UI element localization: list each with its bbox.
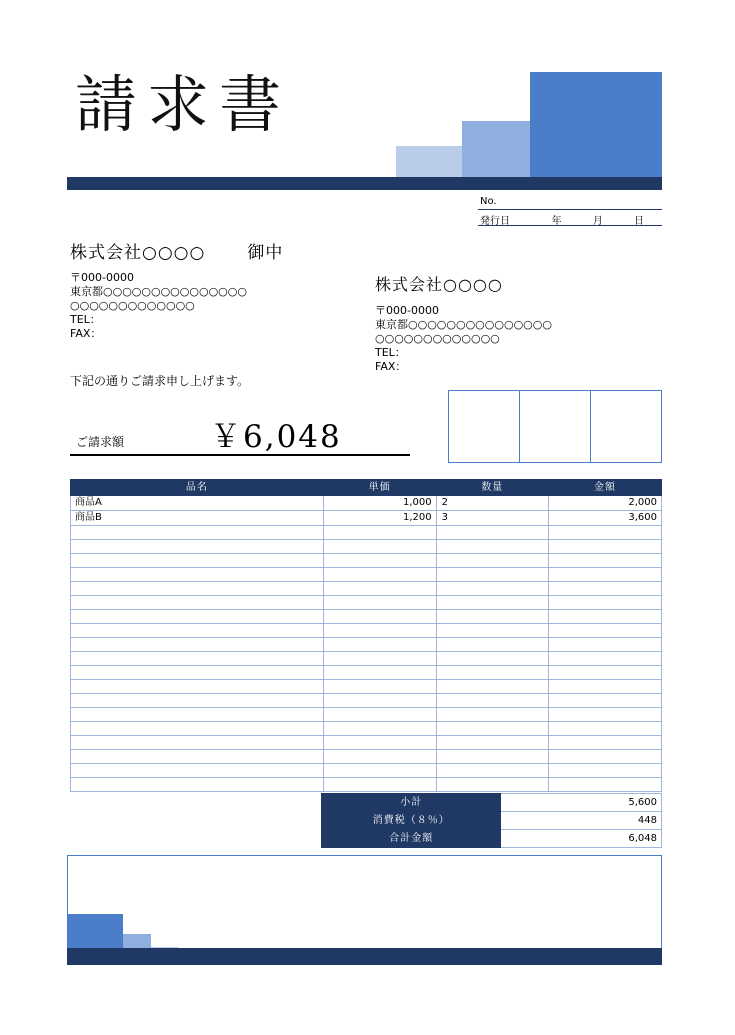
cell-item-name[interactable] <box>71 778 324 792</box>
cell-item-name[interactable] <box>71 652 324 666</box>
cell-unit-price[interactable] <box>323 750 436 764</box>
cell-amount[interactable] <box>549 596 662 610</box>
cell-quantity[interactable] <box>436 666 548 680</box>
cell-quantity[interactable] <box>436 778 548 792</box>
total-amount-label: ご請求額 <box>76 435 125 449</box>
issue-date-row[interactable] <box>478 210 662 226</box>
customer-honorific: 御中 <box>247 243 284 263</box>
issuer-address-2: ○○○○○○○○○○○○○ <box>375 332 500 345</box>
cell-unit-price[interactable] <box>323 610 436 624</box>
invoice-meta <box>478 194 662 226</box>
tax-label: 消費税（８％） <box>322 812 501 830</box>
cell-item-name[interactable] <box>71 582 324 596</box>
stamp-cell-2[interactable] <box>520 391 591 462</box>
cell-unit-price[interactable]: 1,200 <box>323 511 436 526</box>
cell-unit-price[interactable] <box>323 778 436 792</box>
cell-unit-price[interactable] <box>323 722 436 736</box>
summary-table <box>321 793 662 848</box>
column-header-quantity: 数量 <box>436 480 548 496</box>
document-header <box>67 68 662 177</box>
summary-row-subtotal <box>322 794 662 812</box>
customer-fax: FAX： <box>70 327 102 340</box>
cell-amount[interactable] <box>549 722 662 736</box>
cell-quantity[interactable] <box>436 526 548 540</box>
cell-amount[interactable] <box>549 750 662 764</box>
cell-amount[interactable] <box>549 540 662 554</box>
header-divider <box>67 177 662 190</box>
cell-unit-price[interactable] <box>323 624 436 638</box>
cell-quantity[interactable] <box>436 652 548 666</box>
cell-item-name[interactable]: 商品B <box>71 511 324 526</box>
cell-quantity[interactable]: 2 <box>436 496 548 511</box>
header-bar-large <box>530 72 662 177</box>
cell-quantity[interactable] <box>436 624 548 638</box>
cell-amount[interactable] <box>549 638 662 652</box>
table-row <box>71 610 662 624</box>
cell-amount[interactable] <box>549 526 662 540</box>
issuer-address-1: 東京都○○○○○○○○○○○○○○○ <box>375 318 552 331</box>
cell-amount[interactable]: 2,000 <box>549 496 662 511</box>
issuer-block <box>375 272 675 374</box>
issuer-tel: TEL： <box>375 346 406 359</box>
cell-unit-price[interactable] <box>323 638 436 652</box>
stamp-box[interactable] <box>448 390 662 463</box>
table-row <box>71 666 662 680</box>
column-header-name: 品名 <box>71 480 324 496</box>
table-row <box>71 511 662 526</box>
cell-amount[interactable] <box>549 582 662 596</box>
tax-value: 448 <box>501 812 662 830</box>
cell-quantity[interactable]: 3 <box>436 511 548 526</box>
line-items-table <box>70 479 662 792</box>
cell-unit-price[interactable] <box>323 582 436 596</box>
header-bar-graphic <box>396 72 662 177</box>
cell-quantity[interactable] <box>436 568 548 582</box>
cell-unit-price[interactable] <box>323 568 436 582</box>
cell-item-name[interactable] <box>71 624 324 638</box>
cell-item-name[interactable] <box>71 596 324 610</box>
cell-amount[interactable]: 3,600 <box>549 511 662 526</box>
cell-amount[interactable] <box>549 610 662 624</box>
table-row <box>71 652 662 666</box>
cell-item-name[interactable] <box>71 568 324 582</box>
cell-item-name[interactable] <box>71 750 324 764</box>
cell-quantity[interactable] <box>436 764 548 778</box>
cell-item-name[interactable] <box>71 540 324 554</box>
cell-quantity[interactable] <box>436 722 548 736</box>
table-row <box>71 596 662 610</box>
cell-amount[interactable] <box>549 680 662 694</box>
cell-item-name[interactable] <box>71 708 324 722</box>
cell-item-name[interactable] <box>71 736 324 750</box>
subtotal-label: 小計 <box>322 794 501 812</box>
cell-unit-price[interactable] <box>323 596 436 610</box>
cell-amount[interactable] <box>549 568 662 582</box>
customer-postal: 〒000-0000 <box>70 271 134 284</box>
cell-quantity[interactable] <box>436 596 548 610</box>
column-header-amount: 金額 <box>549 480 662 496</box>
cell-amount[interactable] <box>549 764 662 778</box>
cell-item-name[interactable] <box>71 722 324 736</box>
summary-row-grand-total <box>322 830 662 848</box>
cell-amount[interactable] <box>549 694 662 708</box>
total-amount-value: ￥6,048 <box>210 419 342 455</box>
customer-tel: TEL： <box>70 313 101 326</box>
table-row <box>71 496 662 511</box>
stamp-cell-3[interactable] <box>591 391 661 462</box>
cell-quantity[interactable] <box>436 554 548 568</box>
table-row <box>71 694 662 708</box>
table-row <box>71 722 662 736</box>
grand-total-value: 6,048 <box>501 830 662 848</box>
page-title: 請求書 <box>75 68 292 141</box>
cell-quantity[interactable] <box>436 610 548 624</box>
cell-item-name[interactable] <box>71 638 324 652</box>
cell-unit-price[interactable] <box>323 680 436 694</box>
cell-item-name[interactable] <box>71 680 324 694</box>
cell-amount[interactable] <box>549 652 662 666</box>
customer-address-2: ○○○○○○○○○○○○○ <box>70 299 195 312</box>
table-row <box>71 554 662 568</box>
invoice-number-label: No. <box>480 196 497 207</box>
cell-unit-price[interactable] <box>323 526 436 540</box>
footer-divider <box>67 948 662 965</box>
table-row <box>71 568 662 582</box>
issuer-fax: FAX： <box>375 360 407 373</box>
subtotal-value: 5,600 <box>501 794 662 812</box>
cell-quantity[interactable] <box>436 750 548 764</box>
cell-item-name[interactable] <box>71 666 324 680</box>
table-row <box>71 708 662 722</box>
cell-unit-price[interactable] <box>323 554 436 568</box>
cell-quantity[interactable] <box>436 582 548 596</box>
grand-total-label: 合計金額 <box>322 830 501 848</box>
issuer-name: 株式会社○○○○ <box>375 275 503 294</box>
column-header-unit-price: 単価 <box>323 480 436 496</box>
table-header-row <box>71 480 662 496</box>
cell-amount[interactable] <box>549 736 662 750</box>
table-row <box>71 582 662 596</box>
table-row <box>71 750 662 764</box>
cell-unit-price[interactable] <box>323 736 436 750</box>
cell-item-name[interactable] <box>71 764 324 778</box>
cell-amount[interactable] <box>549 624 662 638</box>
issuer-postal: 〒000-0000 <box>375 304 439 317</box>
cell-amount[interactable] <box>549 708 662 722</box>
customer-address-block <box>70 271 370 341</box>
invoice-number-row[interactable] <box>478 194 662 210</box>
cell-unit-price[interactable] <box>323 764 436 778</box>
table-row <box>71 736 662 750</box>
cell-amount[interactable] <box>549 554 662 568</box>
cell-unit-price[interactable] <box>323 708 436 722</box>
cell-item-name[interactable] <box>71 610 324 624</box>
table-row <box>71 624 662 638</box>
cell-unit-price[interactable]: 1,000 <box>323 496 436 511</box>
cell-quantity[interactable] <box>436 736 548 750</box>
line-items-body <box>71 496 662 792</box>
customer-name-line <box>70 238 370 263</box>
cell-quantity[interactable] <box>436 680 548 694</box>
cell-item-name[interactable] <box>71 554 324 568</box>
issuer-address-block <box>375 304 675 374</box>
cell-unit-price[interactable] <box>323 666 436 680</box>
invoice-note: 下記の通りご請求申し上げます。 <box>70 374 250 388</box>
cell-amount[interactable] <box>549 778 662 792</box>
cell-amount[interactable] <box>549 666 662 680</box>
cell-unit-price[interactable] <box>323 694 436 708</box>
table-row <box>71 764 662 778</box>
cell-unit-price[interactable] <box>323 652 436 666</box>
table-row <box>71 778 662 792</box>
issue-date-ymd: 年 月 日 <box>551 216 658 227</box>
table-row <box>71 526 662 540</box>
customer-name: 株式会社○○○○ <box>70 243 206 263</box>
table-row <box>71 638 662 652</box>
table-row <box>71 680 662 694</box>
cell-unit-price[interactable] <box>323 540 436 554</box>
stamp-cell-1[interactable] <box>449 391 520 462</box>
cell-item-name[interactable] <box>71 526 324 540</box>
line-items-head <box>71 480 662 496</box>
total-amount-area <box>70 412 410 456</box>
issue-date-label: 発行日 <box>480 216 510 227</box>
cell-quantity[interactable] <box>436 540 548 554</box>
header-bar-small <box>396 146 462 177</box>
table-row <box>71 540 662 554</box>
cell-quantity[interactable] <box>436 638 548 652</box>
cell-item-name[interactable] <box>71 694 324 708</box>
cell-quantity[interactable] <box>436 694 548 708</box>
customer-block <box>70 238 370 341</box>
cell-item-name[interactable]: 商品A <box>71 496 324 511</box>
customer-address-1: 東京都○○○○○○○○○○○○○○○ <box>70 285 247 298</box>
summary-row-tax <box>322 812 662 830</box>
cell-quantity[interactable] <box>436 708 548 722</box>
header-bar-medium <box>462 121 530 177</box>
